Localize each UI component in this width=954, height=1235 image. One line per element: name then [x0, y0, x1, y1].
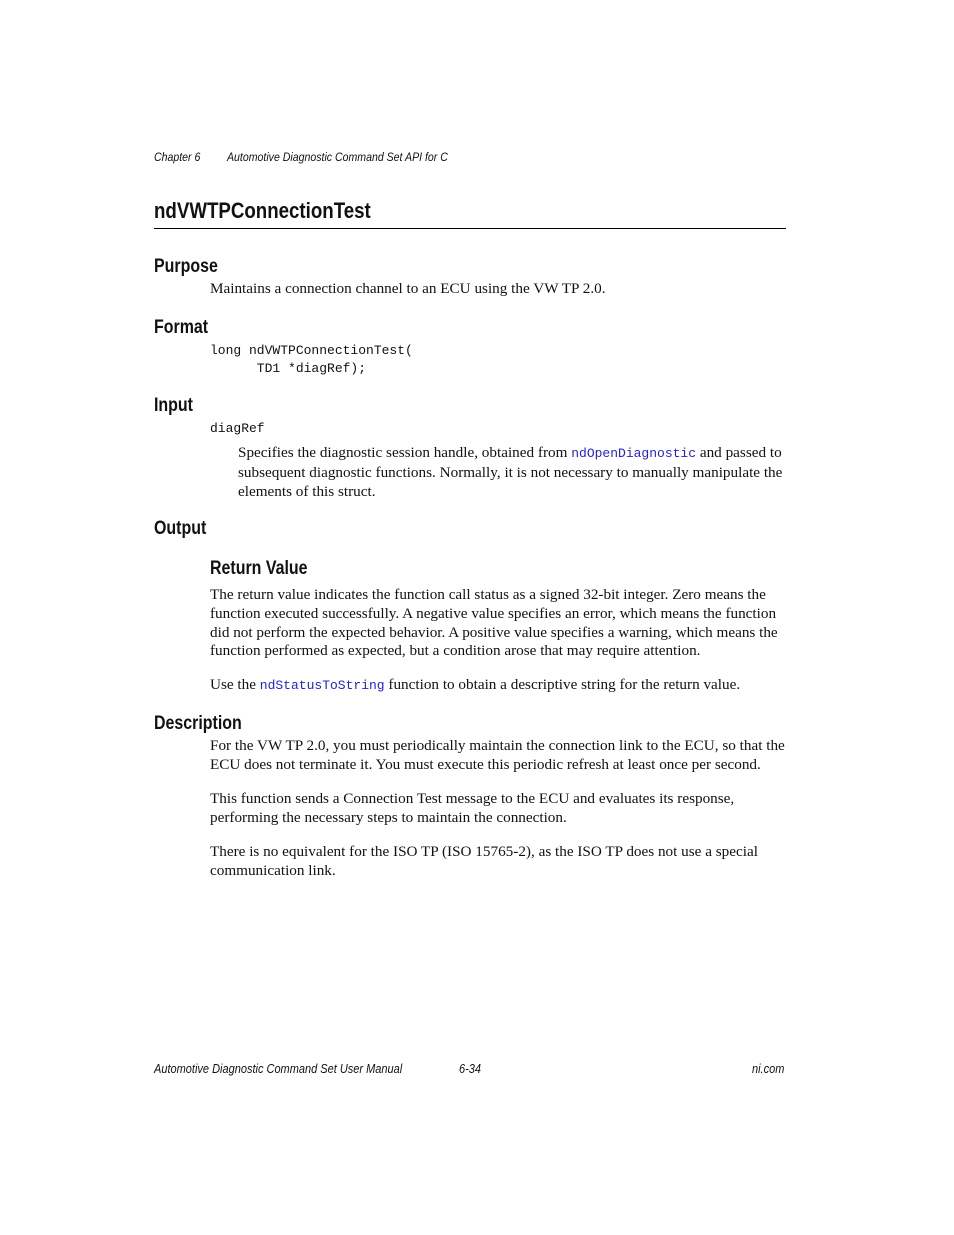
input-heading: Input [154, 395, 194, 416]
format-code-line-2: TD1 *diagRef); [210, 361, 367, 376]
description-paragraph-1: For the VW TP 2.0, you must periodically maintain the connection link to the ECU, so that the ECU does not terminate it. You must execute this periodic refresh at least once per second. [210, 737, 785, 773]
header-chapter-title: Automotive Diagnostic Command Set API for C [227, 150, 448, 164]
page-title: ndVWTPConnectionTest [154, 198, 371, 223]
footer-site-link[interactable]: ni.com [752, 1062, 785, 1076]
return-value-paragraph: The return value indicates the function call status as a signed 32-bit integer. Zero means the function executed successfully. A negative value specifies an error, which means the function did not perform the expected behavior. A positive value specifies a warning, which means the function performed as expected, but a condition arose that may require attention. [210, 586, 778, 660]
header-chapter: Chapter 6 [154, 150, 201, 164]
input-desc-pre: Specifies the diagnostic session handle, obtained from [238, 444, 572, 461]
description-paragraph-2: This function sends a Connection Test message to the ECU and evaluates its response, performing the necessary steps to maintain the connection. [210, 790, 735, 826]
input-param-name: diagRef [210, 421, 265, 436]
description-paragraph-3: There is no equivalent for the ISO TP (ISO 15765-2), as the ISO TP does not use a special communication link. [210, 843, 758, 879]
title-rule [154, 228, 786, 229]
return-value-heading: Return Value [210, 558, 308, 579]
description-heading: Description [154, 713, 242, 734]
input-desc-post: and passed to subsequent diagnostic functions. Normally, it is not necessary to manually manipulate the elements of this struct. [238, 444, 783, 500]
purpose-text: Maintains a connection channel to an ECU using the VW TP 2.0. [210, 280, 606, 297]
usage-post: function to obtain a descriptive string for the return value. [384, 676, 741, 693]
format-heading: Format [154, 317, 209, 338]
input-param-description [238, 444, 790, 501]
format-code-line-1: long ndVWTPConnectionTest( [210, 343, 413, 358]
output-heading: Output [154, 518, 207, 539]
return-value-usage [210, 676, 788, 696]
usage-pre: Use the [210, 676, 260, 693]
ndopendiagnostic-link[interactable]: ndOpenDiagnostic [571, 446, 697, 461]
ndstatustostring-link[interactable]: ndStatusToString [259, 678, 385, 693]
footer-manual-title: Automotive Diagnostic Command Set User Manual [154, 1062, 403, 1076]
purpose-heading: Purpose [154, 256, 218, 277]
footer-page-number: 6-34 [459, 1062, 482, 1076]
